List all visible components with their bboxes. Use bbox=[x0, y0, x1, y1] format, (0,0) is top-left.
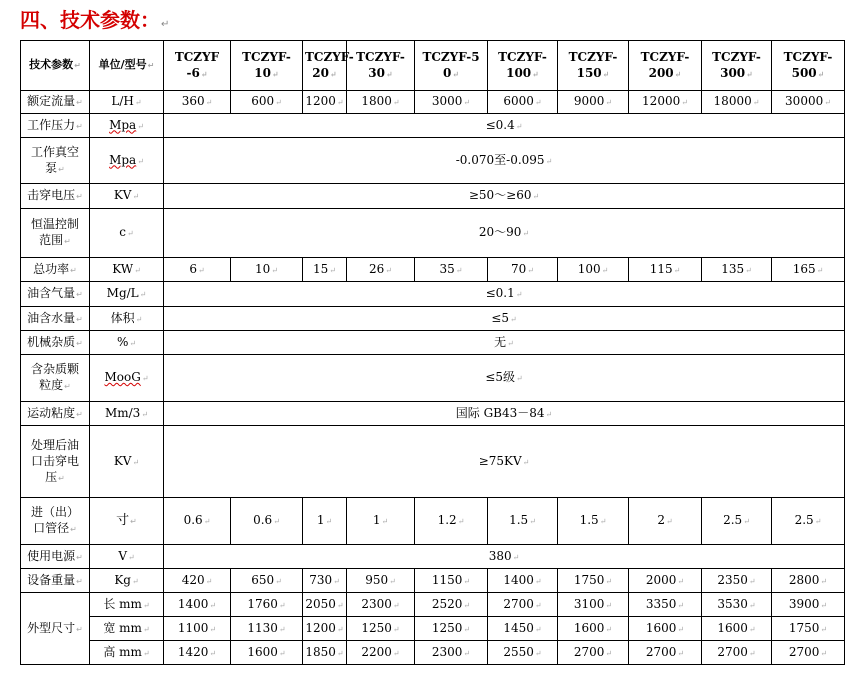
value-cell-text: 1600 bbox=[645, 620, 677, 635]
value-cell-text: 2700 bbox=[573, 644, 605, 659]
dim-unit: 宽 mm↵ bbox=[90, 617, 164, 641]
value-cell: 1600↵ bbox=[702, 617, 772, 641]
value-cell: 1250↵ bbox=[347, 617, 415, 641]
value-cell-text: 1.2 bbox=[437, 513, 457, 527]
param-label: 含杂质颗 粒度↵ bbox=[21, 355, 90, 402]
shared-value-text: ≤0.1 bbox=[485, 286, 515, 300]
value-cell: 2350↵ bbox=[702, 569, 772, 593]
unit-cell-text: Mpa bbox=[109, 117, 137, 132]
value-cell-text: 1850 bbox=[305, 644, 336, 659]
param-label: 机械杂质↵ bbox=[21, 331, 90, 355]
param-label: 总功率↵ bbox=[21, 258, 90, 282]
value-cell: 18000↵ bbox=[702, 91, 772, 114]
unit-cell: c↵ bbox=[90, 209, 164, 258]
model-header-line: 500 bbox=[791, 66, 817, 80]
param-label: 外型尺寸↵ bbox=[21, 593, 90, 665]
value-cell-text: 1800 bbox=[361, 94, 392, 108]
param-label-line: 工作真空 bbox=[30, 144, 79, 159]
param-label: 处理后油 口击穿电 压↵ bbox=[21, 426, 90, 498]
model-header-line: TCZYF- bbox=[498, 50, 547, 64]
value-cell-text: 2200 bbox=[361, 644, 392, 659]
value-cell-text: 100 bbox=[577, 261, 601, 276]
value-cell: 2700↵ bbox=[702, 641, 772, 665]
unit-cell-text: Mm/3 bbox=[104, 405, 141, 420]
param-label: 击穿电压↵ bbox=[21, 184, 90, 209]
value-cell-text: 135 bbox=[721, 261, 745, 276]
param-label-line: 口管径 bbox=[33, 521, 70, 535]
section-title: 四、技术参数：↵ bbox=[20, 8, 170, 32]
value-cell: 1.5↵ bbox=[488, 498, 558, 545]
impurity-row bbox=[21, 331, 845, 355]
param-header-text: 技术参数 bbox=[29, 58, 74, 71]
value-cell: 650↵ bbox=[231, 569, 303, 593]
value-cell-text: 1760 bbox=[247, 596, 278, 611]
param-label: 恒温控制 范围↵ bbox=[21, 209, 90, 258]
value-cell: 3100↵ bbox=[558, 593, 629, 617]
model-header: TCZYF- 30↵ bbox=[347, 41, 415, 91]
value-cell: 1150↵ bbox=[415, 569, 488, 593]
value-cell: 1250↵ bbox=[415, 617, 488, 641]
param-label-text: 使用电源 bbox=[27, 548, 76, 563]
unit-header: 单位/型号↵ bbox=[90, 41, 164, 91]
value-cell: 730↵ bbox=[303, 569, 347, 593]
param-header: 技术参数↵ bbox=[21, 41, 90, 91]
value-cell-text: 2700 bbox=[788, 644, 820, 659]
unit-cell: Mm/3↵ bbox=[90, 402, 164, 426]
shared-value: ≤5级↵ bbox=[164, 355, 845, 402]
pipe-row bbox=[21, 498, 845, 545]
value-cell: 600↵ bbox=[231, 91, 303, 114]
param-label: 运动粘度↵ bbox=[21, 402, 90, 426]
value-cell: 2550↵ bbox=[488, 641, 558, 665]
supply-row bbox=[21, 545, 845, 569]
value-cell-text: 3100 bbox=[573, 596, 605, 611]
model-header: TCZYF- 10↵ bbox=[231, 41, 303, 91]
model-header-line: TCZYF bbox=[174, 50, 220, 64]
value-cell-text: 2300 bbox=[361, 596, 392, 611]
value-cell: 420↵ bbox=[164, 569, 231, 593]
shared-value: -0.070至-0.095↵ bbox=[164, 138, 845, 184]
param-label-line: 恒温控制 bbox=[30, 217, 79, 231]
value-cell-text: 2700 bbox=[645, 644, 677, 659]
value-cell-text: 6 bbox=[189, 261, 197, 276]
model-header-line: 0 bbox=[442, 66, 452, 80]
value-cell-text: 2.5 bbox=[723, 513, 743, 527]
value-cell-text: 12000 bbox=[642, 94, 681, 108]
value-cell: 12000↵ bbox=[629, 91, 702, 114]
model-header-line: -6 bbox=[186, 66, 200, 80]
param-label-line: 范围 bbox=[39, 233, 64, 247]
value-cell: 35↵ bbox=[415, 258, 488, 282]
value-cell: 135↵ bbox=[702, 258, 772, 282]
value-cell-text: 26 bbox=[369, 261, 385, 276]
value-cell: 9000↵ bbox=[558, 91, 629, 114]
thermo-row bbox=[21, 209, 845, 258]
param-label-line: 处理后油 bbox=[30, 437, 79, 452]
value-cell-text: 2520 bbox=[431, 596, 463, 611]
shared-value: 国际 GB43－84↵ bbox=[164, 402, 845, 426]
value-cell-text: 1450 bbox=[503, 620, 534, 635]
param-label-line: 泵 bbox=[45, 160, 58, 175]
value-cell: 1750↵ bbox=[558, 569, 629, 593]
model-header: TCZYF- 100↵ bbox=[488, 41, 558, 91]
value-cell-text: 1750 bbox=[788, 620, 820, 635]
value-cell-text: 2700 bbox=[503, 596, 534, 611]
model-header-line: TCZYF-5 bbox=[422, 50, 480, 64]
unit-cell: V↵ bbox=[90, 545, 164, 569]
size-width-row bbox=[21, 617, 845, 641]
value-cell-text: 1600 bbox=[573, 620, 605, 635]
pressure-row bbox=[21, 114, 845, 138]
value-cell: 3000↵ bbox=[415, 91, 488, 114]
value-cell: 3900↵ bbox=[772, 593, 845, 617]
value-cell: 1600↵ bbox=[231, 641, 303, 665]
value-cell-text: 1150 bbox=[431, 572, 463, 587]
unit-cell-text: KV bbox=[113, 453, 132, 468]
value-cell-text: 650 bbox=[251, 572, 275, 587]
value-cell-text: 1400 bbox=[177, 596, 209, 611]
value-cell: 1200↵ bbox=[303, 617, 347, 641]
value-cell-text: 3000 bbox=[431, 94, 463, 108]
value-cell: 2700↵ bbox=[772, 641, 845, 665]
model-header-line: TCZYF- bbox=[242, 50, 291, 64]
value-cell-text: 2300 bbox=[431, 644, 463, 659]
value-cell-text: 1.5 bbox=[509, 513, 529, 527]
model-header-line: TCZYF- bbox=[305, 50, 354, 64]
value-cell-text: 1200 bbox=[305, 94, 336, 108]
shared-value: ≤5↵ bbox=[164, 307, 845, 331]
dim-unit: 长 mm↵ bbox=[90, 593, 164, 617]
value-cell-text: 1600 bbox=[247, 644, 278, 659]
param-label-line: 粒度 bbox=[39, 378, 64, 392]
shared-value: 无↵ bbox=[164, 331, 845, 355]
dim-unit-text: 长 mm bbox=[103, 596, 142, 611]
breakdown-row bbox=[21, 184, 845, 209]
value-cell: 1200↵ bbox=[303, 91, 347, 114]
value-cell: 2700↵ bbox=[488, 593, 558, 617]
model-header: TCZYF- 150↵ bbox=[558, 41, 629, 91]
value-cell-text: 9000 bbox=[573, 94, 605, 108]
value-cell-text: 1.5 bbox=[579, 513, 599, 527]
value-cell-text: 1100 bbox=[177, 620, 209, 635]
value-cell-text: 2350 bbox=[717, 572, 748, 587]
value-cell-text: 18000 bbox=[713, 94, 752, 108]
value-cell: 1130↵ bbox=[231, 617, 303, 641]
value-cell-text: 115 bbox=[649, 261, 673, 276]
value-cell: 3530↵ bbox=[702, 593, 772, 617]
unit-cell-text: V bbox=[118, 548, 127, 563]
shared-value: ≥50～≥60↵ bbox=[164, 184, 845, 209]
model-header-line: 10 bbox=[254, 66, 271, 80]
param-label-text: 机械杂质 bbox=[27, 334, 76, 349]
value-cell: 2200↵ bbox=[347, 641, 415, 665]
value-cell-text: 0.6 bbox=[183, 513, 203, 527]
value-cell-text: 420 bbox=[181, 572, 205, 587]
value-cell-text: 30000 bbox=[785, 94, 824, 108]
value-cell-text: 10 bbox=[255, 261, 271, 276]
value-cell: 2↵ bbox=[629, 498, 702, 545]
value-cell: 0.6↵ bbox=[231, 498, 303, 545]
param-label-text: 额定流量 bbox=[27, 94, 76, 108]
value-cell-text: 1250 bbox=[431, 620, 463, 635]
value-cell: 2800↵ bbox=[772, 569, 845, 593]
value-cell-text: 6000 bbox=[503, 94, 534, 108]
value-cell: 2300↵ bbox=[347, 593, 415, 617]
value-cell-text: 1130 bbox=[247, 620, 278, 635]
value-cell-text: 0.6 bbox=[253, 513, 273, 527]
size-height-row bbox=[21, 641, 845, 665]
value-cell: 1420↵ bbox=[164, 641, 231, 665]
param-label-text: 工作压力 bbox=[27, 117, 76, 132]
value-cell-text: 2700 bbox=[717, 644, 748, 659]
value-cell: 165↵ bbox=[772, 258, 845, 282]
value-cell-text: 360 bbox=[181, 94, 205, 108]
value-cell: 1450↵ bbox=[488, 617, 558, 641]
shared-value-text: -0.070至-0.095 bbox=[455, 152, 545, 167]
value-cell-text: 950 bbox=[365, 572, 389, 587]
param-label-text: 油含气量 bbox=[27, 286, 76, 300]
value-cell: 70↵ bbox=[488, 258, 558, 282]
param-label-text: 设备重量 bbox=[27, 572, 76, 587]
param-label-text: 运动粘度 bbox=[27, 405, 76, 420]
unit-cell: Mpa↵ bbox=[90, 138, 164, 184]
param-label: 油含水量↵ bbox=[21, 307, 90, 331]
value-cell: 2300↵ bbox=[415, 641, 488, 665]
value-cell-text: 730 bbox=[309, 572, 333, 587]
shared-value: ≥75KV↵ bbox=[164, 426, 845, 498]
unit-cell: Mpa↵ bbox=[90, 114, 164, 138]
model-header: TCZYF- 500↵ bbox=[772, 41, 845, 91]
dim-unit-text: 宽 mm bbox=[103, 620, 142, 635]
unit-cell-text: Mg/L bbox=[106, 286, 139, 300]
unit-cell: Mg/L↵ bbox=[90, 282, 164, 307]
shared-value-text: ≤5 bbox=[491, 310, 509, 325]
unit-cell-text: KW bbox=[112, 261, 134, 276]
value-cell: 1400↵ bbox=[164, 593, 231, 617]
value-cell-text: 3900 bbox=[788, 596, 820, 611]
model-header-line: TCZYF- bbox=[568, 50, 618, 64]
param-label: 设备重量↵ bbox=[21, 569, 90, 593]
value-cell-text: 600 bbox=[251, 94, 275, 108]
value-cell-text: 35 bbox=[439, 261, 455, 276]
model-header: TCZYF- 20↵ bbox=[303, 41, 347, 91]
dim-unit: 高 mm↵ bbox=[90, 641, 164, 665]
value-cell-text: 1420 bbox=[177, 644, 209, 659]
shared-value-text: 国际 GB43－84 bbox=[455, 405, 545, 420]
value-cell-text: 1600 bbox=[717, 620, 748, 635]
param-label: 工作压力↵ bbox=[21, 114, 90, 138]
value-cell-text: 1 bbox=[316, 513, 325, 527]
value-cell-text: 70 bbox=[511, 261, 527, 276]
shared-value-text: ≤0.4 bbox=[485, 117, 515, 132]
value-cell: 1800↵ bbox=[347, 91, 415, 114]
value-cell: 6↵ bbox=[164, 258, 231, 282]
unit-cell: Kg↵ bbox=[90, 569, 164, 593]
unit-cell: KV↵ bbox=[90, 184, 164, 209]
value-cell: 3350↵ bbox=[629, 593, 702, 617]
value-cell-text: 1400 bbox=[503, 572, 534, 587]
model-header-line: TCZYF- bbox=[712, 50, 761, 64]
value-cell: 2000↵ bbox=[629, 569, 702, 593]
param-label-text: 油含水量 bbox=[27, 310, 76, 325]
unit-cell: MooG↵ bbox=[90, 355, 164, 402]
param-label-line: 压 bbox=[45, 469, 58, 484]
param-label-line: 进（出） bbox=[30, 505, 79, 519]
value-cell: 2700↵ bbox=[558, 641, 629, 665]
power-row bbox=[21, 258, 845, 282]
value-cell-text: 2800 bbox=[788, 572, 820, 587]
param-label: 使用电源↵ bbox=[21, 545, 90, 569]
vacuum-row bbox=[21, 138, 845, 184]
value-cell-text: 3350 bbox=[645, 596, 677, 611]
value-cell: 1.5↵ bbox=[558, 498, 629, 545]
param-label-text: 击穿电压 bbox=[27, 188, 76, 202]
value-cell: 2.5↵ bbox=[702, 498, 772, 545]
model-header: TCZYF -6↵ bbox=[164, 41, 231, 91]
model-header-line: TCZYF- bbox=[783, 50, 833, 64]
unit-cell: 寸↵ bbox=[90, 498, 164, 545]
unit-cell: L/H↵ bbox=[90, 91, 164, 114]
unit-cell: KW↵ bbox=[90, 258, 164, 282]
value-cell-text: 1750 bbox=[573, 572, 605, 587]
shared-value: 380↵ bbox=[164, 545, 845, 569]
value-cell-text: 2050 bbox=[305, 596, 336, 611]
unit-cell-text: Kg bbox=[114, 572, 131, 587]
treated-row bbox=[21, 426, 845, 498]
param-label: 额定流量↵ bbox=[21, 91, 90, 114]
value-cell: 1400↵ bbox=[488, 569, 558, 593]
value-cell: 2520↵ bbox=[415, 593, 488, 617]
model-header: TCZYF- 200↵ bbox=[629, 41, 702, 91]
shared-value-text: 20～90 bbox=[478, 225, 522, 239]
unit-header-text: 单位/型号 bbox=[98, 58, 147, 71]
param-label: 工作真空 泵↵ bbox=[21, 138, 90, 184]
value-cell-text: 2000 bbox=[645, 572, 677, 587]
shared-value-text: ≤5级 bbox=[485, 370, 515, 384]
value-cell-text: 3530 bbox=[717, 596, 748, 611]
value-cell: 1100↵ bbox=[164, 617, 231, 641]
water-row bbox=[21, 307, 845, 331]
model-header-line: 100 bbox=[506, 66, 532, 80]
value-cell: 1600↵ bbox=[558, 617, 629, 641]
value-cell: 10↵ bbox=[231, 258, 303, 282]
value-cell: 1.2↵ bbox=[415, 498, 488, 545]
value-cell: 1850↵ bbox=[303, 641, 347, 665]
unit-cell-text: KV bbox=[113, 188, 132, 202]
value-cell: 950↵ bbox=[347, 569, 415, 593]
param-label: 进（出） 口管径↵ bbox=[21, 498, 90, 545]
value-cell: 115↵ bbox=[629, 258, 702, 282]
model-header-line: 20 bbox=[312, 66, 329, 80]
param-label-line: 含杂质颗 bbox=[30, 362, 79, 376]
model-header-line: 30 bbox=[368, 66, 385, 80]
value-cell: 360↵ bbox=[164, 91, 231, 114]
value-cell: 100↵ bbox=[558, 258, 629, 282]
spec-table bbox=[20, 40, 845, 665]
param-label-line: 口击穿电 bbox=[30, 453, 79, 468]
flow-row bbox=[21, 91, 845, 114]
size-length-row bbox=[21, 593, 845, 617]
weight-row bbox=[21, 569, 845, 593]
shared-value: 20～90↵ bbox=[164, 209, 845, 258]
model-header-line: TCZYF- bbox=[356, 50, 405, 64]
gas-row bbox=[21, 282, 845, 307]
param-label-text: 外型尺寸 bbox=[27, 620, 76, 635]
model-header-line: 200 bbox=[648, 66, 674, 80]
value-cell: 1600↵ bbox=[629, 617, 702, 641]
param-label-text: 总功率 bbox=[33, 261, 70, 276]
value-cell: 1↵ bbox=[303, 498, 347, 545]
value-cell: 1760↵ bbox=[231, 593, 303, 617]
shared-value-text: ≥75KV bbox=[478, 453, 522, 468]
shared-value-text: ≥50～≥60 bbox=[468, 188, 532, 202]
model-header-line: TCZYF- bbox=[640, 50, 690, 64]
value-cell-text: 15 bbox=[313, 261, 329, 276]
value-cell: 2700↵ bbox=[629, 641, 702, 665]
model-header-line: 150 bbox=[576, 66, 602, 80]
value-cell-text: 1200 bbox=[305, 620, 336, 635]
unit-cell: KV↵ bbox=[90, 426, 164, 498]
shared-value: ≤0.1↵ bbox=[164, 282, 845, 307]
model-header: TCZYF- 300↵ bbox=[702, 41, 772, 91]
shared-value-text: 无 bbox=[494, 334, 507, 349]
value-cell: 0.6↵ bbox=[164, 498, 231, 545]
model-header: TCZYF-5 0↵ bbox=[415, 41, 488, 91]
value-cell: 6000↵ bbox=[488, 91, 558, 114]
value-cell-text: 2 bbox=[657, 513, 665, 527]
value-cell: 30000↵ bbox=[772, 91, 845, 114]
value-cell-text: 165 bbox=[792, 261, 816, 276]
shared-value-text: 380 bbox=[488, 548, 512, 563]
particle-row bbox=[21, 355, 845, 402]
unit-cell: %↵ bbox=[90, 331, 164, 355]
unit-cell-text: MooG bbox=[104, 370, 141, 384]
unit-cell-text: Mpa bbox=[109, 152, 137, 167]
unit-cell-text: 体积 bbox=[110, 310, 135, 325]
param-label: 油含气量↵ bbox=[21, 282, 90, 307]
value-cell: 1↵ bbox=[347, 498, 415, 545]
viscosity-row bbox=[21, 402, 845, 426]
header-row bbox=[21, 41, 845, 91]
value-cell-text: 1 bbox=[372, 513, 381, 527]
value-cell-text: 2.5 bbox=[794, 513, 814, 527]
value-cell: 1750↵ bbox=[772, 617, 845, 641]
model-header-line: 300 bbox=[720, 66, 746, 80]
value-cell: 2050↵ bbox=[303, 593, 347, 617]
unit-cell-text: 寸 bbox=[116, 512, 130, 528]
dim-unit-text: 高 mm bbox=[103, 644, 142, 659]
unit-cell: 体积↵ bbox=[90, 307, 164, 331]
value-cell: 2.5↵ bbox=[772, 498, 845, 545]
unit-cell-text: c bbox=[119, 225, 127, 239]
value-cell: 26↵ bbox=[347, 258, 415, 282]
value-cell-text: 1250 bbox=[361, 620, 392, 635]
unit-cell-text: % bbox=[116, 334, 129, 349]
value-cell: 15↵ bbox=[303, 258, 347, 282]
shared-value: ≤0.4↵ bbox=[164, 114, 845, 138]
unit-cell-text: L/H bbox=[111, 94, 134, 108]
value-cell-text: 2550 bbox=[503, 644, 534, 659]
